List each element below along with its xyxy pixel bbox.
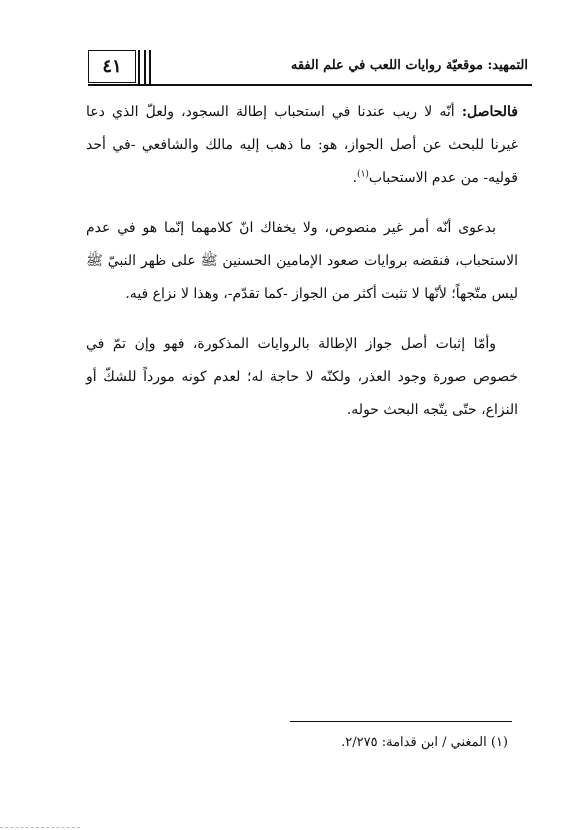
footnote-reference[interactable]: (١) <box>357 169 369 180</box>
paragraph-lead: فالحاصل: <box>461 104 518 120</box>
scan-edge-mark <box>0 827 80 828</box>
page-header <box>88 50 532 86</box>
paragraph: بدعوى أنّه أمر غير منصوص، ولا يخفاك انّ كلامهما إنّما هو في عدم الاستحباب، فنقضه بروايات صعود الإمامين الحسنين ﷺ على ظهر النبيّ ﷺ ليس متّجهاً؛ لأنّها لا تثبت أكثر من الجواز -كما تقدّم-، وهذا لا نزاع فيه. <box>86 220 518 302</box>
main-text <box>86 96 518 444</box>
footnote-divider <box>290 721 512 722</box>
paragraph-text: أنّه لا ريب عندنا في استحباب إطالة السجود، ولعلّ الذي دعا غيرنا للبحث عن أصل الجواز، هو: ما ذهب إليه مالك والشافعي -في أحد قوليه- من عدم الاستحباب <box>86 104 518 186</box>
paragraph: وأمّا إثبات أصل جواز الإطالة بالروايات المذكورة، فهو وإن تمّ في خصوص صورة وجود العذر، ولكنّه لا حاجة له؛ لعدم كونه مورداً للشكّ أو النزاع، حتّى يتّجه البحث حوله. <box>86 336 518 418</box>
header-divider <box>149 50 151 85</box>
header-divider <box>138 50 140 85</box>
footnote: (١) المغني / ابن قدامة: ٢/٢٧٥. <box>341 735 508 750</box>
header-divider <box>144 50 146 85</box>
paragraph <box>86 96 518 195</box>
paragraph-end: . <box>352 170 358 186</box>
running-title: التمهيد: موقعيّة روايات اللعب في علم الفقه <box>290 58 528 73</box>
page-number: ٤١ <box>88 50 136 83</box>
